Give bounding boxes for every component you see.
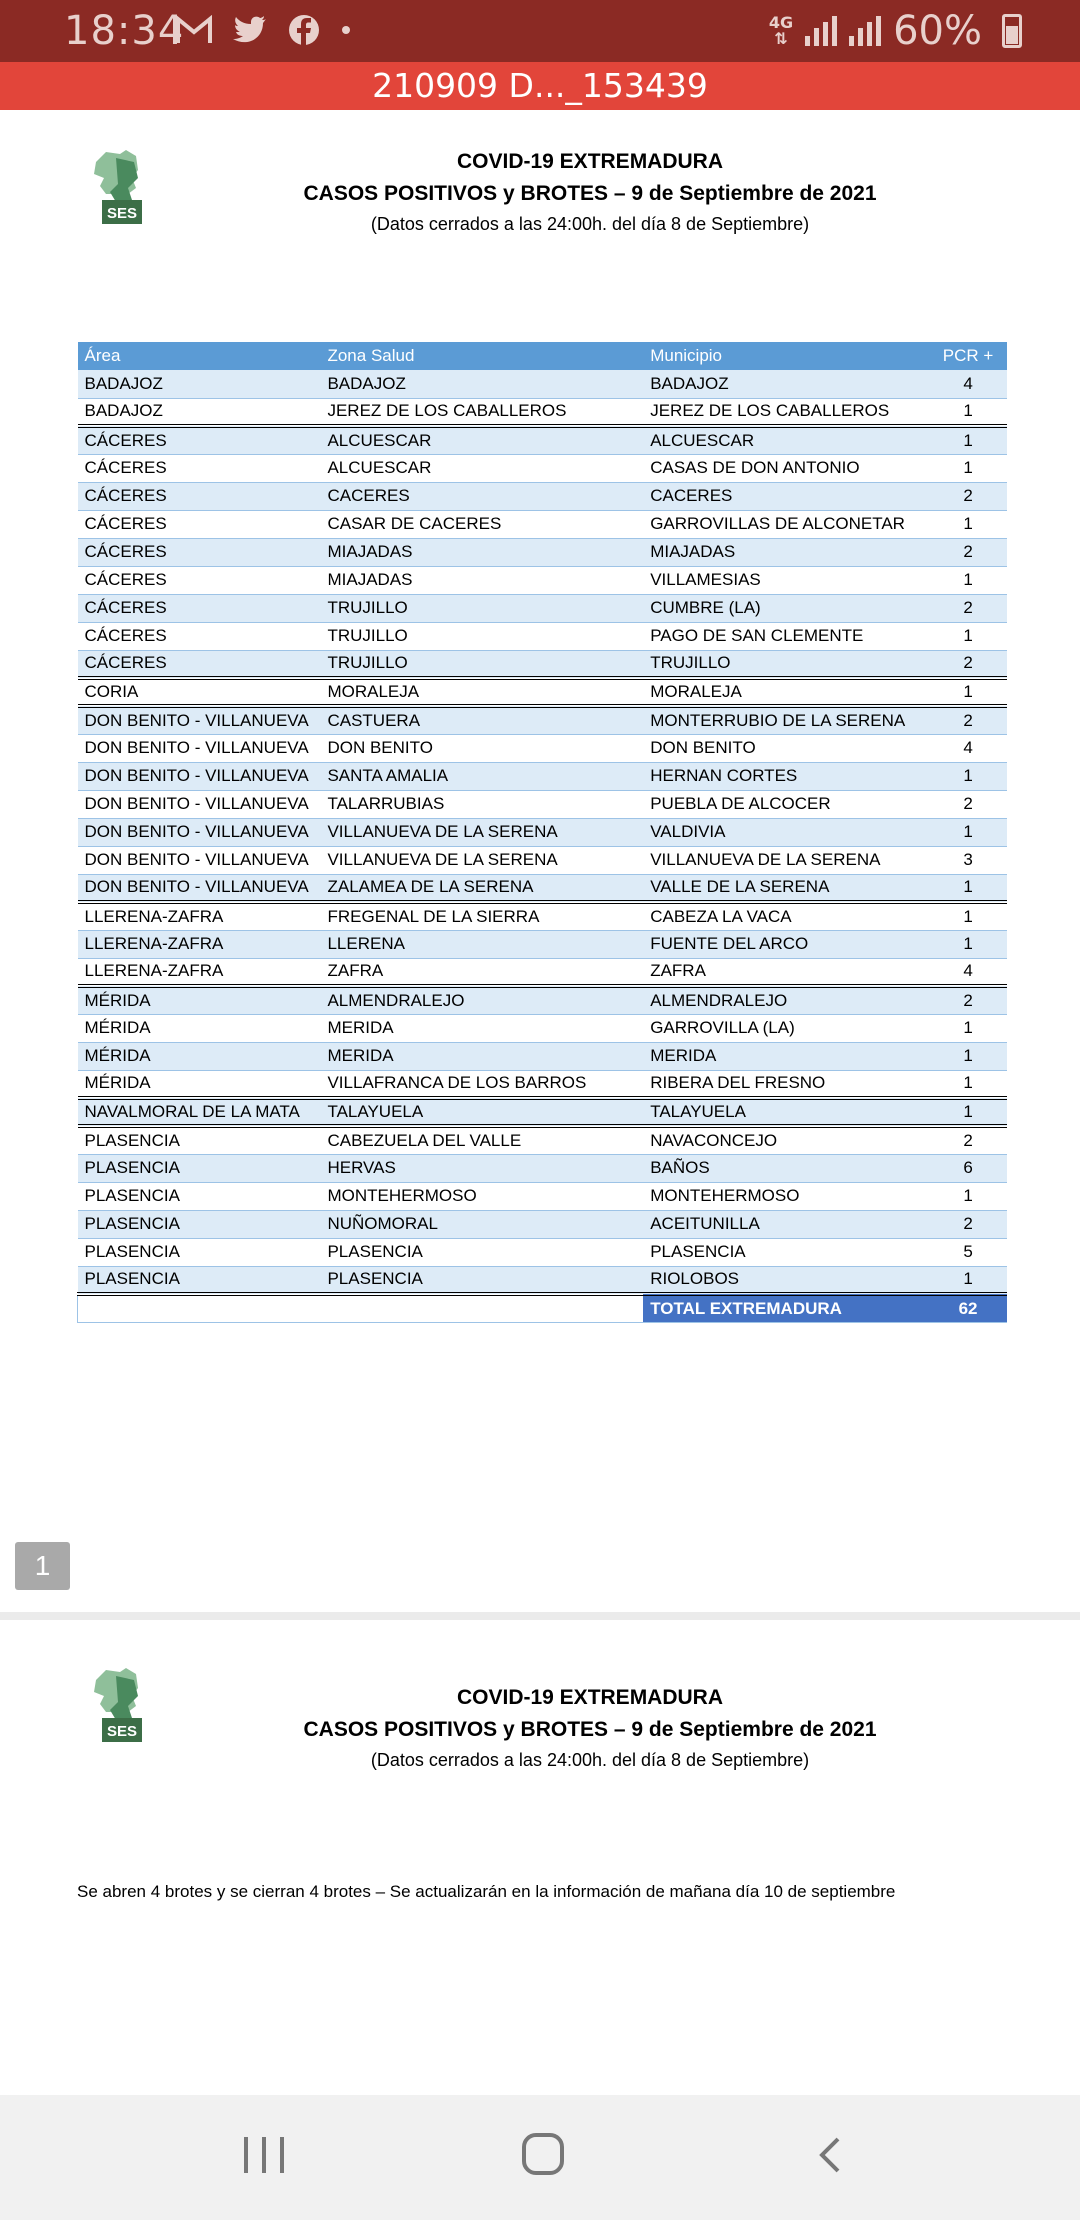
ses-logo-icon-page2	[86, 1666, 162, 1746]
cell-municipio: HERNAN CORTES	[643, 762, 929, 790]
ses-logo-icon	[86, 148, 162, 228]
cell-municipio: CACERES	[643, 482, 929, 510]
status-bar	[0, 0, 1080, 62]
notification-icons	[176, 14, 352, 46]
cell-zona-salud: CASTUERA	[320, 706, 643, 734]
cell-zona-salud: ZAFRA	[320, 958, 643, 986]
cell-pcr: 4	[929, 734, 1007, 762]
pdf-page-1[interactable]	[0, 110, 1080, 1612]
cell-area: CÁCERES	[78, 510, 321, 538]
table-row	[78, 958, 1008, 986]
cell-pcr: 1	[929, 1070, 1007, 1098]
cell-pcr: 1	[929, 762, 1007, 790]
cell-area: MÉRIDA	[78, 986, 321, 1014]
cell-pcr: 5	[929, 1238, 1007, 1266]
cell-municipio: DON BENITO	[643, 734, 929, 762]
cell-area: DON BENITO - VILLANUEVA	[78, 846, 321, 874]
table-row	[78, 734, 1008, 762]
signal-icon-2	[849, 16, 881, 46]
cell-area: NAVALMORAL DE LA MATA	[78, 1098, 321, 1126]
cell-pcr: 2	[929, 594, 1007, 622]
cell-municipio: CASAS DE DON ANTONIO	[643, 454, 929, 482]
cell-zona-salud: CASAR DE CACERES	[320, 510, 643, 538]
cell-municipio: BAÑOS	[643, 1154, 929, 1182]
status-time: 18:34	[64, 8, 185, 54]
cell-zona-salud: LLERENA	[320, 930, 643, 958]
cell-zona-salud: VILLANUEVA DE LA SERENA	[320, 846, 643, 874]
home-button[interactable]	[522, 2133, 564, 2175]
cell-zona-salud: MIAJADAS	[320, 566, 643, 594]
column-header-municipio: Municipio	[643, 342, 929, 370]
cell-zona-salud: TRUJILLO	[320, 650, 643, 678]
page2-note: (Datos cerrados a las 24:00h. del día 8 de Septiembre)	[370, 1750, 810, 1770]
cell-zona-salud: JEREZ DE LOS CABALLEROS	[320, 398, 643, 426]
page2-header	[290, 1682, 890, 1774]
cell-pcr: 1	[929, 398, 1007, 426]
cell-zona-salud: SANTA AMALIA	[320, 762, 643, 790]
total-row	[78, 1294, 1008, 1322]
table-row	[78, 622, 1008, 650]
cell-municipio: PLASENCIA	[643, 1238, 929, 1266]
cell-zona-salud: MERIDA	[320, 1042, 643, 1070]
cell-zona-salud: CACERES	[320, 482, 643, 510]
report-title: COVID-19 EXTREMADURA	[456, 150, 724, 173]
page-header	[290, 146, 890, 238]
cell-municipio: PAGO DE SAN CLEMENTE	[643, 622, 929, 650]
cell-municipio: VALLE DE LA SERENA	[643, 874, 929, 902]
cell-zona-salud: NUÑOMORAL	[320, 1210, 643, 1238]
cell-pcr: 1	[929, 426, 1007, 454]
cell-zona-salud: TRUJILLO	[320, 594, 643, 622]
cell-area: PLASENCIA	[78, 1154, 321, 1182]
table-row	[78, 930, 1008, 958]
cell-pcr: 1	[929, 902, 1007, 930]
cell-area: PLASENCIA	[78, 1238, 321, 1266]
column-header-zona: Zona Salud	[320, 342, 643, 370]
cell-pcr: 1	[929, 874, 1007, 902]
cell-municipio: MONTERRUBIO DE LA SERENA	[643, 706, 929, 734]
battery-percent: 60%	[893, 8, 982, 54]
cell-zona-salud: TALAYUELA	[320, 1098, 643, 1126]
table-row	[78, 678, 1008, 706]
cell-municipio: VILLAMESIAS	[643, 566, 929, 594]
page-separator	[0, 1612, 1080, 1620]
cell-pcr: 2	[929, 1126, 1007, 1154]
table-row	[78, 1014, 1008, 1042]
table-row	[78, 1154, 1008, 1182]
cell-municipio: TRUJILLO	[643, 650, 929, 678]
cell-area: CORIA	[78, 678, 321, 706]
cell-pcr: 2	[929, 482, 1007, 510]
table-row	[78, 1210, 1008, 1238]
table-row	[78, 1098, 1008, 1126]
gmail-icon	[176, 15, 212, 45]
cell-pcr: 1	[929, 1182, 1007, 1210]
cell-municipio: MIAJADAS	[643, 538, 929, 566]
back-button[interactable]	[810, 2135, 850, 2175]
logo-text-page2: SES	[106, 1723, 138, 1740]
table-row	[78, 1042, 1008, 1070]
cell-pcr: 1	[929, 622, 1007, 650]
cell-municipio: CUMBRE (LA)	[643, 594, 929, 622]
battery-icon	[1002, 14, 1022, 48]
page-number-badge: 1	[15, 1542, 70, 1590]
table-row	[78, 790, 1008, 818]
table-header-row	[78, 342, 1008, 370]
cell-zona-salud: HERVAS	[320, 1154, 643, 1182]
table-row	[78, 398, 1008, 426]
cell-zona-salud: ZALAMEA DE LA SERENA	[320, 874, 643, 902]
cell-zona-salud: VILLANUEVA DE LA SERENA	[320, 818, 643, 846]
navigation-bar	[0, 2095, 1080, 2220]
cell-zona-salud: MONTEHERMOSO	[320, 1182, 643, 1210]
document-title-bar[interactable]	[0, 62, 1080, 110]
cell-pcr: 4	[929, 958, 1007, 986]
logo-text: SES	[106, 205, 138, 222]
cell-zona-salud: MIAJADAS	[320, 538, 643, 566]
cell-zona-salud: MORALEJA	[320, 678, 643, 706]
cell-municipio: MORALEJA	[643, 678, 929, 706]
page2-subtitle: CASOS POSITIVOS y BROTES – 9 de Septiembre de 2021	[303, 1718, 877, 1741]
document-filename: 210909 D..._153439	[372, 66, 708, 105]
dot-icon	[340, 24, 352, 36]
outbreaks-note: Se abren 4 brotes y se cierran 4 brotes – Se actualizarán en la información de mañana día 10 de septiembre	[77, 1882, 896, 1901]
cell-pcr: 3	[929, 846, 1007, 874]
cell-pcr: 2	[929, 1210, 1007, 1238]
cell-area: BADAJOZ	[78, 398, 321, 426]
cell-municipio: RIBERA DEL FRESNO	[643, 1070, 929, 1098]
cell-municipio: PUEBLA DE ALCOCER	[643, 790, 929, 818]
recent-apps-button[interactable]	[244, 2137, 284, 2173]
cell-municipio: NAVACONCEJO	[643, 1126, 929, 1154]
cell-zona-salud: PLASENCIA	[320, 1238, 643, 1266]
cell-zona-salud: DON BENITO	[320, 734, 643, 762]
cell-municipio: JEREZ DE LOS CABALLEROS	[643, 398, 929, 426]
cell-area: CÁCERES	[78, 454, 321, 482]
twitter-icon	[232, 15, 268, 45]
cell-area: MÉRIDA	[78, 1042, 321, 1070]
cell-pcr: 2	[929, 650, 1007, 678]
cell-municipio: BADAJOZ	[643, 370, 929, 398]
table-row	[78, 1266, 1008, 1294]
cell-municipio: FUENTE DEL ARCO	[643, 930, 929, 958]
table-row	[78, 482, 1008, 510]
cell-municipio: MONTEHERMOSO	[643, 1182, 929, 1210]
table-row	[78, 986, 1008, 1014]
cell-pcr: 1	[929, 678, 1007, 706]
table-row	[78, 510, 1008, 538]
cell-zona-salud: PLASENCIA	[320, 1266, 643, 1294]
table-row	[78, 454, 1008, 482]
cell-area: CÁCERES	[78, 622, 321, 650]
cell-area: PLASENCIA	[78, 1126, 321, 1154]
pdf-page-2[interactable]	[0, 1620, 1080, 2095]
cell-area: CÁCERES	[78, 594, 321, 622]
report-subtitle: CASOS POSITIVOS y BROTES – 9 de Septiembre de 2021	[303, 182, 877, 205]
column-header-area: Área	[78, 342, 321, 370]
cell-area: CÁCERES	[78, 482, 321, 510]
table-row	[78, 846, 1008, 874]
cell-area: DON BENITO - VILLANUEVA	[78, 790, 321, 818]
table-row	[78, 1126, 1008, 1154]
cell-area: DON BENITO - VILLANUEVA	[78, 818, 321, 846]
cell-area: MÉRIDA	[78, 1070, 321, 1098]
cell-area: DON BENITO - VILLANUEVA	[78, 762, 321, 790]
total-label: TOTAL EXTREMADURA	[643, 1294, 929, 1322]
cell-municipio: GARROVILLAS DE ALCONETAR	[643, 510, 929, 538]
cell-area: CÁCERES	[78, 566, 321, 594]
cell-area: DON BENITO - VILLANUEVA	[78, 734, 321, 762]
cell-zona-salud: ALMENDRALEJO	[320, 986, 643, 1014]
cell-pcr: 4	[929, 370, 1007, 398]
cell-municipio: MERIDA	[643, 1042, 929, 1070]
cell-municipio: VILLANUEVA DE LA SERENA	[643, 846, 929, 874]
cell-pcr: 1	[929, 1098, 1007, 1126]
cell-area: MÉRIDA	[78, 1014, 321, 1042]
cell-municipio: CABEZA LA VACA	[643, 902, 929, 930]
total-value: 62	[929, 1294, 1007, 1322]
cell-zona-salud: CABEZUELA DEL VALLE	[320, 1126, 643, 1154]
cell-area: PLASENCIA	[78, 1182, 321, 1210]
cell-municipio: GARROVILLA (LA)	[643, 1014, 929, 1042]
table-row	[78, 706, 1008, 734]
cell-pcr: 1	[929, 510, 1007, 538]
cell-area: CÁCERES	[78, 650, 321, 678]
cell-municipio: VALDIVIA	[643, 818, 929, 846]
cell-zona-salud: VILLAFRANCA DE LOS BARROS	[320, 1070, 643, 1098]
network-icon: 4G ⇅	[768, 13, 794, 48]
table-row	[78, 538, 1008, 566]
cell-pcr: 6	[929, 1154, 1007, 1182]
table-row	[78, 1070, 1008, 1098]
cell-pcr: 1	[929, 1014, 1007, 1042]
cell-pcr: 1	[929, 566, 1007, 594]
cell-area: DON BENITO - VILLANUEVA	[78, 874, 321, 902]
cell-zona-salud: ALCUESCAR	[320, 454, 643, 482]
table-row	[78, 762, 1008, 790]
cell-pcr: 1	[929, 454, 1007, 482]
cell-area: BADAJOZ	[78, 370, 321, 398]
cell-zona-salud: ALCUESCAR	[320, 426, 643, 454]
cell-pcr: 2	[929, 790, 1007, 818]
cell-area: CÁCERES	[78, 538, 321, 566]
table-row	[78, 902, 1008, 930]
cell-area: DON BENITO - VILLANUEVA	[78, 706, 321, 734]
cell-zona-salud: TRUJILLO	[320, 622, 643, 650]
cell-zona-salud: TALARRUBIAS	[320, 790, 643, 818]
cell-municipio: ALMENDRALEJO	[643, 986, 929, 1014]
cell-pcr: 2	[929, 538, 1007, 566]
cell-area: LLERENA-ZAFRA	[78, 958, 321, 986]
cell-pcr: 1	[929, 818, 1007, 846]
status-right	[769, 8, 1022, 54]
cell-pcr: 1	[929, 930, 1007, 958]
cell-municipio: ZAFRA	[643, 958, 929, 986]
cell-area: LLERENA-ZAFRA	[78, 930, 321, 958]
table-row	[78, 1238, 1008, 1266]
cell-pcr: 2	[929, 986, 1007, 1014]
column-header-pcr: PCR +	[929, 342, 1007, 370]
total-blank-cell	[78, 1294, 644, 1322]
cell-area: LLERENA-ZAFRA	[78, 902, 321, 930]
table-row	[78, 818, 1008, 846]
table-row	[78, 594, 1008, 622]
cell-municipio: ALCUESCAR	[643, 426, 929, 454]
cell-municipio: RIOLOBOS	[643, 1266, 929, 1294]
cell-municipio: TALAYUELA	[643, 1098, 929, 1126]
table-row	[78, 1182, 1008, 1210]
table-row	[78, 874, 1008, 902]
table-row	[78, 566, 1008, 594]
cell-zona-salud: BADAJOZ	[320, 370, 643, 398]
table-row	[78, 370, 1008, 398]
table-row	[78, 426, 1008, 454]
report-note: (Datos cerrados a las 24:00h. del día 8 de Septiembre)	[370, 214, 810, 234]
cell-area: PLASENCIA	[78, 1266, 321, 1294]
table-body	[78, 370, 1008, 1322]
cell-area: PLASENCIA	[78, 1210, 321, 1238]
cell-zona-salud: MERIDA	[320, 1014, 643, 1042]
cell-pcr: 1	[929, 1042, 1007, 1070]
cell-pcr: 2	[929, 706, 1007, 734]
cases-table	[77, 342, 1007, 1323]
table-row	[78, 650, 1008, 678]
cell-zona-salud: FREGENAL DE LA SIERRA	[320, 902, 643, 930]
signal-icon	[805, 16, 837, 46]
page2-title: COVID-19 EXTREMADURA	[456, 1686, 724, 1709]
facebook-icon	[288, 14, 320, 46]
cell-area: CÁCERES	[78, 426, 321, 454]
cell-municipio: ACEITUNILLA	[643, 1210, 929, 1238]
cell-pcr: 1	[929, 1266, 1007, 1294]
